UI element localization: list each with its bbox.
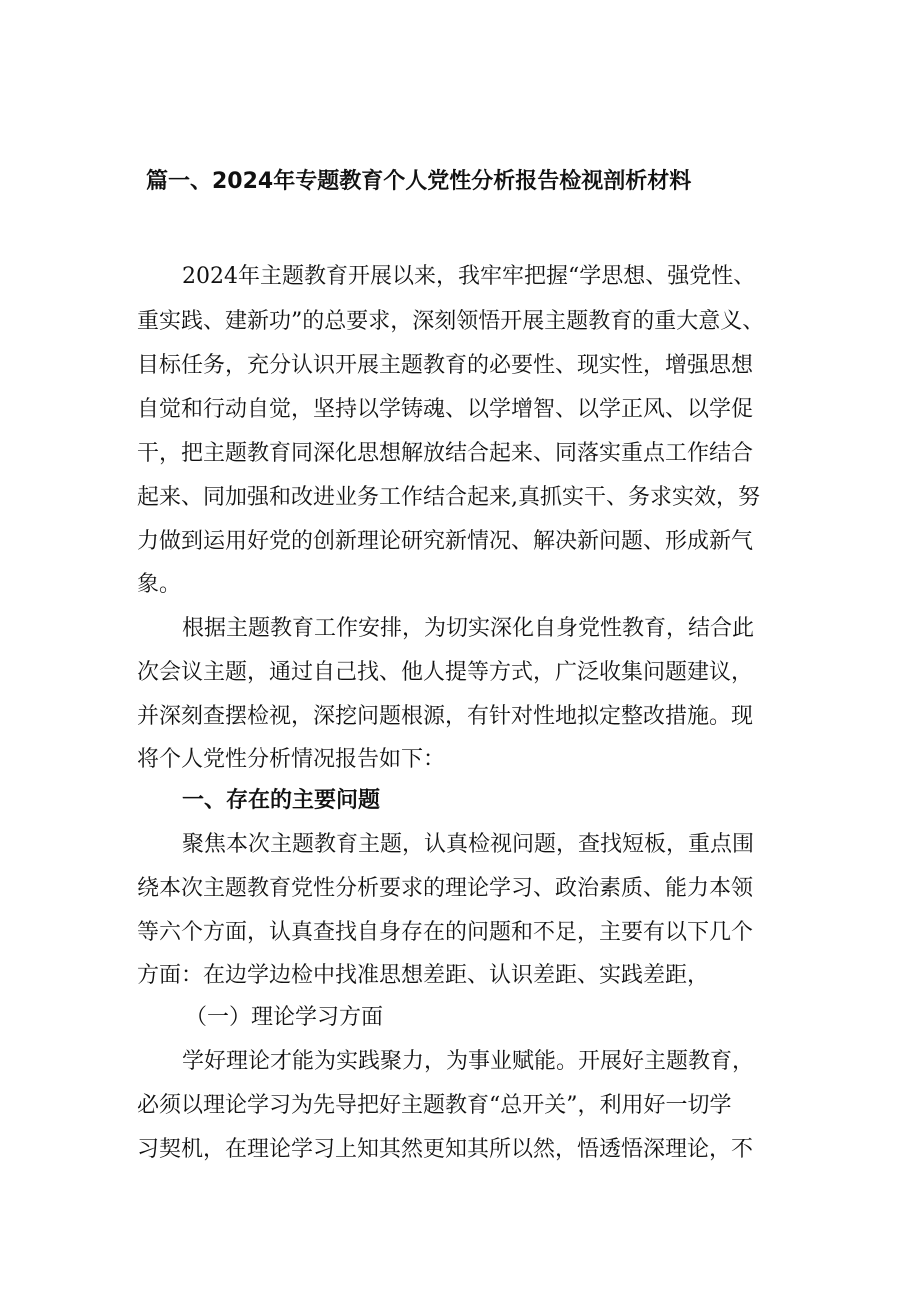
paragraph-1-line: 目标任务，充分认识开展主题教育的必要性、现实性，增强思想	[137, 353, 754, 378]
paragraph-1-line: 象。	[137, 572, 182, 597]
paragraph-1-line: 2024年主题教育开展以来，我牢牢把握“学思想、强党性、	[182, 264, 756, 289]
paragraph-3-line: 聚焦本次主题教育主题，认真检视问题，查找短板，重点围	[182, 832, 755, 857]
paragraph-2-line: 将个人党性分析情况报告如下：	[137, 747, 446, 772]
paragraph-2-line: 根据主题教育工作安排，为切实深化自身党性教育，结合此	[182, 616, 755, 641]
paragraph-1-line: 起来、同加强和改进业务工作结合起来,真抓实干、务求实效，努	[137, 485, 760, 510]
paragraph-1-line: 重实践、建新功”的总要求，深刻领悟开展主题教育的重大意义、	[137, 309, 765, 334]
paragraph-4-line: 学好理论才能为实践聚力，为事业赋能。开展好主题教育，	[182, 1049, 755, 1074]
document-title: 篇一、2024年专题教育个人党性分析报告检视剖析材料	[146, 169, 692, 194]
paragraph-4-line: 必须以理论学习为先导把好主题教育“总开关”，利用好一切学	[137, 1093, 732, 1118]
paragraph-1-line: 自觉和行动自觉，坚持以学铸魂、以学增智、以学正风、以学促	[137, 397, 754, 422]
paragraph-1-line: 干，把主题教育同深化思想解放结合起来、同落实重点工作结合	[137, 441, 754, 466]
paragraph-3-line: 绕本次主题教育党性分析要求的理论学习、政治素质、能力本领	[137, 876, 754, 901]
paragraph-3-line: 方面：在边学边检中找准思想差距、认识差距、实践差距，	[137, 963, 710, 988]
paragraph-3-line: 等六个方面，认真查找自身存在的问题和不足，主要有以下几个	[137, 920, 754, 945]
paragraph-1-line: 力做到运用好党的创新理论研究新情况、解决新问题、形成新气	[137, 529, 754, 554]
paragraph-4-line: 习契机，在理论学习上知其然更知其所以然，悟透悟深理论，不	[137, 1137, 754, 1162]
section-1-heading: 一、存在的主要问题	[182, 788, 381, 813]
paragraph-2-line: 次会议主题，通过自己找、他人提等方式，广泛收集问题建议，	[137, 660, 754, 685]
paragraph-2-line: 并深刻查摆检视，深挖问题根源，有针对性地拟定整改措施。现	[137, 704, 754, 729]
subsection-1-heading: （一）理论学习方面	[185, 1005, 384, 1030]
